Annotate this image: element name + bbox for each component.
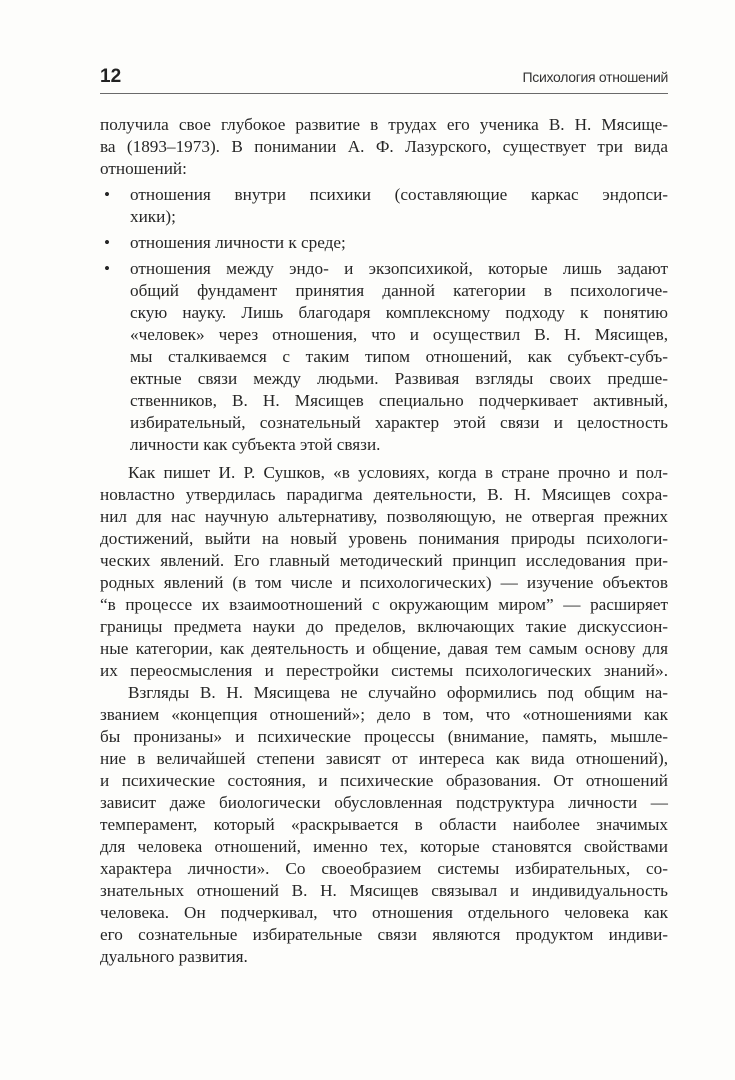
- page-number: 12: [100, 66, 122, 87]
- paragraph-2: [100, 462, 668, 682]
- paragraph-1: [100, 114, 668, 180]
- text-line: и психические состояния, и психические образования. От отношений: [100, 771, 668, 790]
- paragraph-3: [100, 682, 668, 968]
- page-body: [100, 114, 668, 968]
- text-line: отношения личности к среде;: [130, 233, 346, 252]
- text-line: дуального развития.: [100, 947, 248, 966]
- text-line: для человека отношений, именно тех, которые становятся свойствами: [100, 837, 668, 856]
- text-line: избирательный, сознательный характер этой связи и целостность: [130, 413, 668, 432]
- text-line: ва (1893–1973). В понимании А. Ф. Лазурского, существует три вида: [100, 137, 668, 156]
- bullet-list: [100, 184, 668, 456]
- running-header: [100, 66, 668, 94]
- text-line: родных явлений (в том числе и психологических) — изучение объектов: [100, 573, 668, 592]
- text-line: “в процессе их взаимоотношений с окружающим миром” — расширяет: [100, 595, 668, 614]
- text-line: новластно утвердилась парадигма деятельности, В. Н. Мясищев сохра-: [100, 485, 668, 504]
- text-line: характера личности». Со своеобразием системы избирательных, со-: [100, 859, 668, 878]
- list-item: [100, 184, 668, 228]
- text-line: отношений:: [100, 159, 187, 178]
- text-line: Взгляды В. Н. Мясищева не случайно оформились под общим на-: [128, 683, 668, 702]
- text-line: нил для нас научную альтернативу, позволяющую, не отвергая прежних: [100, 507, 668, 526]
- text-line: «человек» через отношения, что и осуществил В. Н. Мясищев,: [130, 325, 668, 344]
- text-line: знательных отношений В. Н. Мясищев связывал и индивидуальность: [100, 881, 668, 900]
- text-line: хики);: [130, 207, 176, 226]
- text-line: ектные связи между людьми. Развивая взгляды своих предше-: [130, 369, 668, 388]
- text-line: мы сталкиваемся с таким типом отношений, как субъект-субъ-: [130, 347, 668, 366]
- text-line: границы предмета науки до пределов, включающих такие дискуссион-: [100, 617, 668, 636]
- bullet-icon: •: [104, 233, 111, 252]
- text-line: достижений, выйти на новый уровень понимания природы психологи-: [100, 529, 668, 548]
- text-line: ные категории, как деятельность и общение, давая тем самым основу для: [100, 639, 668, 658]
- list-item: [100, 258, 668, 456]
- text-line: ческих явлений. Его главный методический принцип исследования при-: [100, 551, 668, 570]
- bullet-icon: •: [104, 185, 111, 204]
- text-line: званием «концепция отношений»; дело в том, что «отношениями как: [100, 705, 668, 724]
- text-line: личности как субъекта этой связи.: [130, 435, 381, 454]
- text-line: их переосмысления и перестройки системы психологических знаний».: [100, 661, 668, 680]
- text-line: Как пишет И. Р. Сушков, «в условиях, когда в стране прочно и пол-: [128, 463, 668, 482]
- text-line: получила свое глубокое развитие в трудах его ученика В. Н. Мясище-: [100, 115, 668, 134]
- text-line: бы пронизаны» и психические процессы (внимание, память, мышле-: [100, 727, 668, 746]
- list-item: [100, 232, 668, 254]
- text-line: темперамент, который «раскрывается в области наиболее значимых: [100, 815, 668, 834]
- text-line: ние в величайшей степени зависят от интереса как вида отношений),: [100, 749, 668, 768]
- text-line: человека. Он подчеркивал, что отношения отдельного человека как: [100, 903, 668, 922]
- text-line: ственников, В. Н. Мясищев специально подчеркивает активный,: [130, 391, 668, 410]
- text-line: его сознательные избирательные связи являются продуктом индиви-: [100, 925, 668, 944]
- text-line: отношения между эндо- и экзопсихикой, которые лишь задают: [130, 259, 668, 278]
- text-line: общий фундамент принятия данной категории в психологиче-: [130, 281, 668, 300]
- text-line: отношения внутри психики (составляющие каркас эндопси-: [130, 185, 668, 204]
- bullet-icon: •: [104, 259, 111, 278]
- text-line: скую науку. Лишь благодаря комплексному подходу к понятию: [130, 303, 668, 322]
- text-line: зависит даже биологически обусловленная подструктура личности —: [100, 793, 668, 812]
- running-title: Психология отношений: [522, 69, 668, 85]
